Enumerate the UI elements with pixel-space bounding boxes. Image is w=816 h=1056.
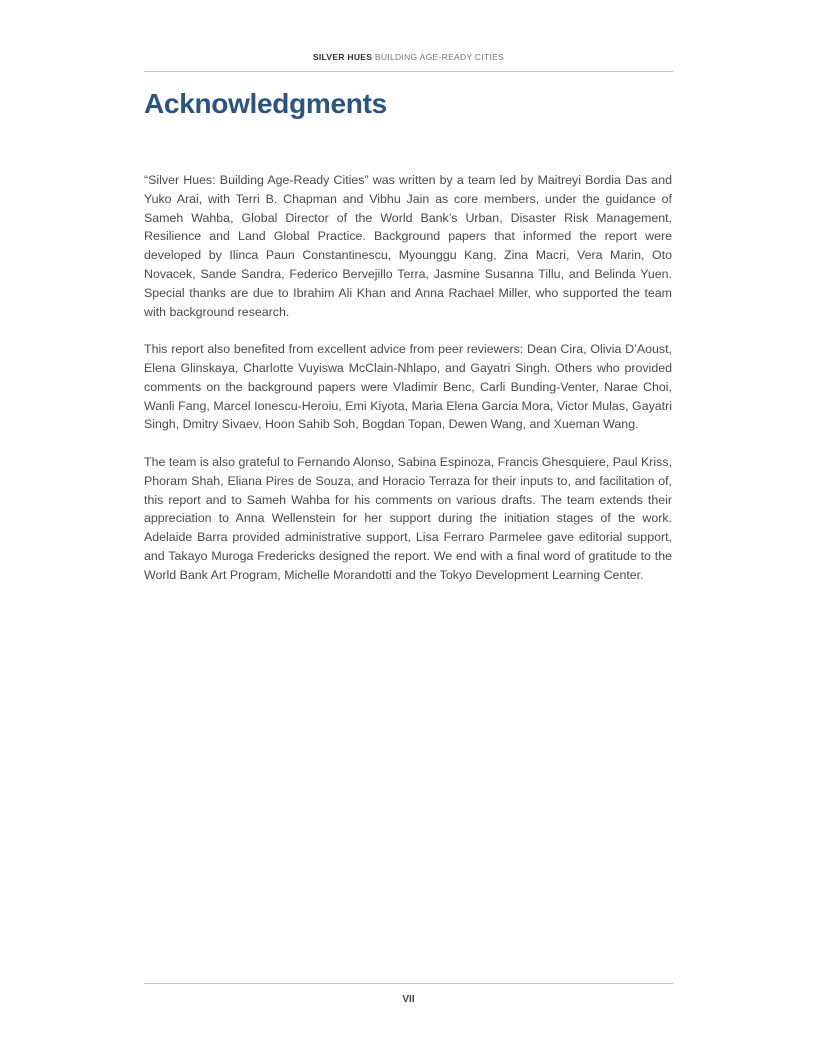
page-number: VII bbox=[402, 994, 415, 1005]
running-header-series: SILVER HUES bbox=[312, 52, 373, 62]
body-text bbox=[144, 171, 672, 603]
paragraph-reviewers: This report also benefited from excellent advice from peer reviewers: Dean Cira, Olivia D’Aoust, Elena Glinskaya, Charlotte Vuyiswa McClain-Nhlapo, and Gayatri Singh. Others who provided comments on the background papers were Vladimir Benc, Carli Bunding-Venter, Narae Choi, Wanli Fang, Marcel Ionescu-Heroiu, Emi Kiyota, Maria Elena Garcia Mora, Victor Mulas, Gayatri Singh, Dmitry Sivaev, Hoon Sahib Soh, Bogdan Topan, Dewen Wang, and Xueman Wang. bbox=[144, 342, 672, 432]
header-divider bbox=[144, 71, 673, 72]
footer-divider bbox=[144, 983, 673, 984]
paragraph-authors: “Silver Hues: Building Age-Ready Cities” was written by a team led by Maitreyi Bordia Das and Yuko Arai, with Terri B. Chapman and Vibhu Jain as core members, under the guidance of Sameh Wahba, Global Director of the World Bank’s Urban, Disaster Risk Management, Resilience and Land Global Practice. Background papers that informed the report were developed by Ilinca Paun Constantinescu, Myounggu Kang, Zina Macri, Vera Marin, Oto Novacek, Sande Sandra, Federico Bervejillo Terra, Jasmine Susanna Tillu, and Belinda Yuen. Special thanks are due to Ibrahim Ali Khan and Anna Rachael Miller, who supported the team with background research. bbox=[144, 173, 672, 319]
page-title: Acknowledgments bbox=[144, 88, 387, 119]
paragraph-gratitude: The team is also grateful to Fernando Alonso, Sabina Espinoza, Francis Ghesquiere, Paul Kriss, Phoram Shah, Eliana Pires de Souza, and Horacio Terraza for their inputs to, and facilitation of, this report and to Sameh Wahba for his comments on various drafts. The team extends their appreciation to Anna Wellenstein for her support during the initiation stages of the work. Adelaide Barra provided administrative support, Lisa Ferraro Parmelee gave editorial support, and Takayo Muroga Fredericks designed the report. We end with a final word of gratitude to the World Bank Art Program, Michelle Morandotti and the Tokyo Development Learning Center. bbox=[144, 454, 672, 582]
running-header-subtitle: BUILDING AGE-READY CITIES bbox=[374, 52, 505, 62]
running-header bbox=[144, 52, 673, 62]
